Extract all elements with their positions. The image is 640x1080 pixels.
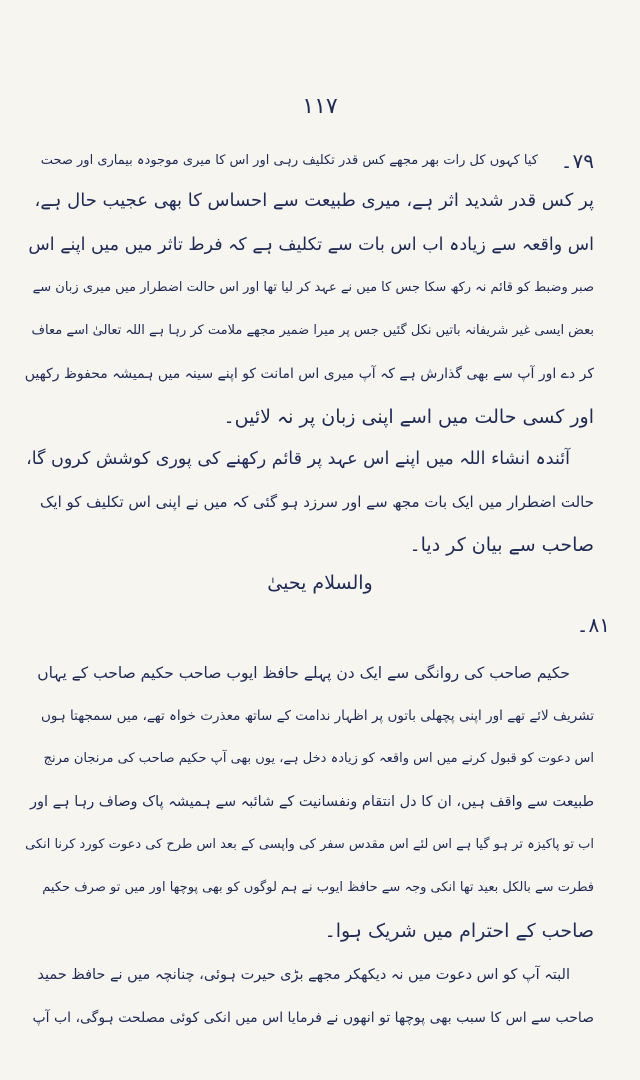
letter-81-line-8: البتہ آپ کو اس دعوت میں نہ دیکھکر مجھے بڑی حیرت ہوئی، چنانچہ میں نے حافظ حمید xyxy=(37,967,570,983)
letter-81-line-2: تشریف لائے تھے اور اپنی پچھلی باتوں پر اظہار ندامت کے ساتھ معذرت خواہ تھے، میں سمجھتا ہوں xyxy=(40,708,594,724)
letter-79-line-9: حالت اضطرار میں ایک بات مجھ سے اور سرزد ہو گئی کہ میں نے اپنی اس تکلیف کو ایک xyxy=(39,493,594,511)
letter-81-line-3: اس دعوت کو قبول کرنے میں اس واقعہ کو زیادہ دخل ہے، یوں بھی آپ حکیم صاحب کی مرنجان مرنج xyxy=(43,751,594,766)
letter-81-line-7: صاحب کے احترام میں شریک ہوا۔ xyxy=(324,920,594,942)
letter-81-line-4: طبیعت سے واقف ہیں، ان کا دل انتقام ونفسانیت کے شائبہ سے ہمیشہ پاک وصاف رہا ہے اور xyxy=(30,794,594,810)
letter-79-line-7: اور کسی حالت میں اسے اپنی زبان پر نہ لائیں۔ xyxy=(223,406,594,428)
letter-79-line-1: کیا کہوں کل رات بھر مجھے کس قدر تکلیف رہی اور اس کا میری موجودہ بیماری اور صحت xyxy=(40,153,538,168)
page-number: ۱۱۷ xyxy=(302,94,338,119)
signoff: والسلام یحییٰ xyxy=(267,572,373,594)
letter-79-line-5: بعض ایسی غیر شریفانہ باتیں نکل گئیں جس پر میرا ضمیر مجھے ملامت کر رہا ہے اللہ تعالیٰ اسے معاف xyxy=(31,323,594,338)
letter-79-line-4: صبر وضبط کو قائم نہ رکھ سکا جس کا میں نے عہد کر لیا تھا اور اس حالت اضطرار میں میری زبان سے xyxy=(32,280,594,295)
letter-79-line-10: صاحب سے بیان کر دیا۔ xyxy=(409,534,594,556)
letter-number-79: ۷۹۔ xyxy=(560,149,594,173)
letter-79-line-3: اس واقعہ سے زیادہ اب اس بات سے تکلیف ہے کہ فرط تاثر میں میں اپنے اس xyxy=(28,235,594,255)
letter-number-81: ۸۱۔ xyxy=(576,613,610,637)
letter-81-line-9: صاحب سے اس کا سبب بھی پوچھا تو انھوں نے فرمایا اس میں انکی کوئی مصلحت ہوگی، اب آپ xyxy=(32,1010,594,1026)
letter-81-line-1: حکیم صاحب کی روانگی سے ایک دن پہلے حافظ ایوب صاحب حکیم صاحب کے یہاں xyxy=(37,664,570,682)
letter-81-line-5: اب تو پاکیزہ تر ہو گیا ہے اس لئے اس مقدس سفر کی واپسی کے بعد اس طرح کی دعوت کورد کرنا انکی xyxy=(25,837,594,852)
letter-81-line-6: فطرت سے بالکل بعید تھا انکی وجہ سے حافظ ایوب نے ہم لوگوں کو بھی پوچھا اور میں تو صرف حکیم xyxy=(42,880,594,895)
letter-79-line-6: کر دے اور آپ سے بھی گذارش ہے کہ آپ میری اس امانت کو اپنے سینہ میں ہمیشہ محفوظ رکھیں xyxy=(24,366,594,382)
letter-79-line-2: پر کس قدر شدید اثر ہے، میری طبیعت سے احساس کا بھی عجیب حال ہے، xyxy=(34,190,594,211)
letter-79-line-8: آئندہ انشاء اللہ میں اپنے اس عہد پر قائم رکھنے کی پوری کوشش کروں گا، xyxy=(26,449,570,469)
